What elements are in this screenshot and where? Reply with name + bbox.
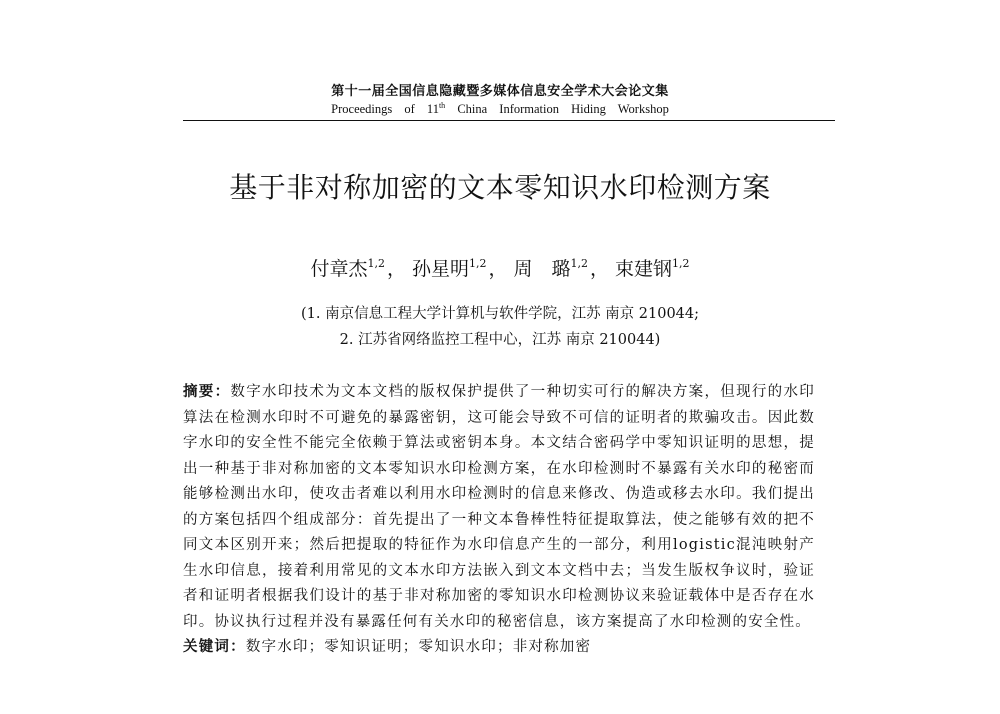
- author-affiliation-mark: 1,2: [672, 257, 690, 270]
- author-name: 付章杰: [310, 258, 368, 280]
- header-divider: [183, 120, 835, 121]
- author-affiliation-mark: 1,2: [468, 257, 487, 270]
- affiliation-line: 2. 江苏省网络监控工程中心，江苏 南京 210044): [339, 332, 661, 348]
- keywords-label: 关键词：: [183, 639, 246, 655]
- proceedings-title-english: [0, 101, 1000, 117]
- author-name: 孙星明: [411, 258, 469, 280]
- abstract-label: 摘要：: [183, 384, 231, 400]
- proceedings-title-chinese: 第十一届全国信息隐藏暨多媒体信息安全学术大会论文集: [331, 84, 669, 99]
- author: [615, 254, 690, 281]
- proceedings-suffix: China Information Hiding Workshop: [457, 102, 669, 117]
- affiliation-line: (1. 南京信息工程大学计算机与软件学院，江苏 南京 210044;: [300, 306, 700, 322]
- abstract: [183, 380, 815, 661]
- author: [412, 254, 487, 281]
- abstract-text: 数字水印技术为文本文档的版权保护提供了一种切实可行的解决方案，但现行的水印算法在检测水印时不可避免的暴露密钥，这可能会导致不可信的证明者的欺骗攻击。因此数字水印的安全性不能完全依赖于算法或密钥本身。本文结合密码学中零知识证明的思想，提出一种基于非对称加密的文本零知识水印检测方案，在水印检测时不暴露有关水印的秘密而能够检测出水印，使攻击者难以利用水印检测时的信息来修改、伪造或移去水印。我们提出的方案包括四个组成部分：首先提出了一种文本鲁棒性特征提取算法，使之能够有效的把不同文本区别开来；然后把提取的特征作为水印信息产生的一部分，利用logistic混沌映射产生水印信息，接着利用常见的文本水印方法嵌入到文本文档中去；当发生版权争议时，验证者和证明者根据我们设计的基于非对称加密的零知识水印检测协议来验证载体中是否存在水印。协议执行过程并没有暴露任何有关水印的秘密信息，该方案提高了水印检测的安全性。: [183, 384, 815, 630]
- author-separator: ，: [590, 258, 610, 280]
- author-affiliation-mark: 1,2: [570, 257, 589, 270]
- author-affiliation-mark: 1,2: [367, 257, 385, 270]
- author-separator: ，: [386, 258, 406, 280]
- keywords: [183, 635, 815, 661]
- author: [514, 254, 589, 281]
- author-name: 束建钢: [615, 258, 673, 280]
- proceedings-prefix: Proceedings of 11: [331, 102, 439, 117]
- author-name: 周 璐: [513, 258, 571, 280]
- author: [310, 254, 385, 281]
- paper-title: 基于非对称加密的文本零知识水印检测方案: [229, 171, 771, 204]
- keywords-text: 数字水印；零知识证明；零知识水印；非对称加密: [245, 639, 592, 655]
- author-list: [0, 254, 1000, 281]
- author-separator: ，: [488, 258, 508, 280]
- ordinal-suffix: th: [438, 101, 446, 110]
